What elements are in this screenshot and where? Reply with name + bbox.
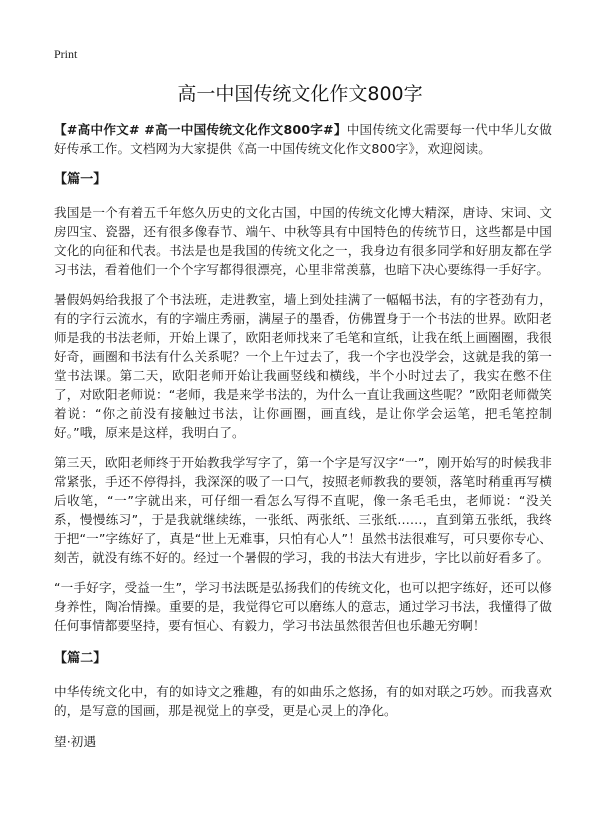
page-title: 高一中国传统文化作文800字 — [177, 83, 423, 105]
intro-tag: 【#高中作文# #高一中国传统文化作文800字#】 — [54, 122, 347, 137]
intro-text: 中国传统文化需要每一代中华儿女做好传承工作。文档网为大家提供《高一中国传统文化作文800字》，欢迎阅读。 — [54, 122, 552, 156]
paragraph: 中华传统文化中，有的如诗文之雅趣，有的如曲乐之悠扬，有的如对联之巧妙。而我喜欢的，是写意的国画，那是视觉上的享受，更是心灵上的净化。 — [54, 684, 552, 718]
intro-paragraph — [54, 120, 552, 158]
paragraph: 我国是一个有着五千年悠久历史的文化古国，中国的传统文化博大精深，唐诗、宋词、文房四宝、瓷器，还有很多像春节、端午、中秋等具有中国特色的传统节日，这些都是中国文化的向征和代表。书法是也是我国的传统文化之一，我身边有很多同学和好朋友都在学习书法，看着他们一个个字写都得很漂亮，心里非常羡慕，也暗下决心要练得一手好字。 — [54, 205, 552, 277]
paragraph: “一手好字，受益一生”，学习书法既是弘扬我们的传统文化，也可以把字练好，还可以修身养性，陶冶情操。重要的是，我觉得它可以磨练人的意志，通过学习书法，我懂得了做任何事情都要坚持，要有恒心、有毅力，学习书法虽然很苦但也乐趣无穷啊！ — [54, 580, 552, 633]
print-link[interactable]: Print — [54, 47, 78, 61]
paragraph: 暑假妈妈给我报了个书法班，走进教室，墙上到处挂满了一幅幅书法，有的字苍劲有力，有的字行云流水，有的字端庄秀丽，满屋子的墨香，仿佛置身于一个书法的世界。欧阳老师是我的书法老师，开始上课了，欧阳老师找来了毛笔和宣纸，让我在纸上画圈圈，我很好奇，画圈和书法有什么关系呢？一个上午过去了，我一个字也没学会，这就是我的第一堂书法课。第二天，欧阳老师开始让我画竖线和横线，半个小时过去了，我实在憋不住了，对欧阳老师说：“老师，我是来学书法的，为什么一直让我画这些呢？”欧阳老师微笑着说：“你之前没有接触过书法，让你画圈，画直线，是让你学会运笔，把毛笔控制好。”哦，原来是这样，我明白了。 — [54, 292, 552, 440]
paragraph: 第三天，欧阳老师终于开始教我学写字了，第一个字是写汉字“一”，刚开始写的时候我非常紧张，手还不停得抖，我深深的吸了一口气，按照老师教我的要领，落笔时稍重再写横后收笔，“一”字就出来，可仔细一看怎么写得不直呢，像一条毛毛虫，老师说：“没关系，慢慢练习”，于是我就继续练，一张纸、两张纸、三张纸……，直到第五张纸，我终于把“一”字练好了，真是“世上无难事，只怕有心人”！虽然书法很难写，可只要你专心、刻苦，就没有练不好的。经过一个暑假的学习，我的书法大有进步，字比以前好看多了。 — [54, 455, 552, 565]
subheading-text: 望·初遇 — [54, 734, 97, 749]
section-heading-2: 【篇二】 — [54, 651, 107, 666]
section-heading-1: 【篇一】 — [54, 172, 107, 187]
article-body — [54, 120, 552, 762]
